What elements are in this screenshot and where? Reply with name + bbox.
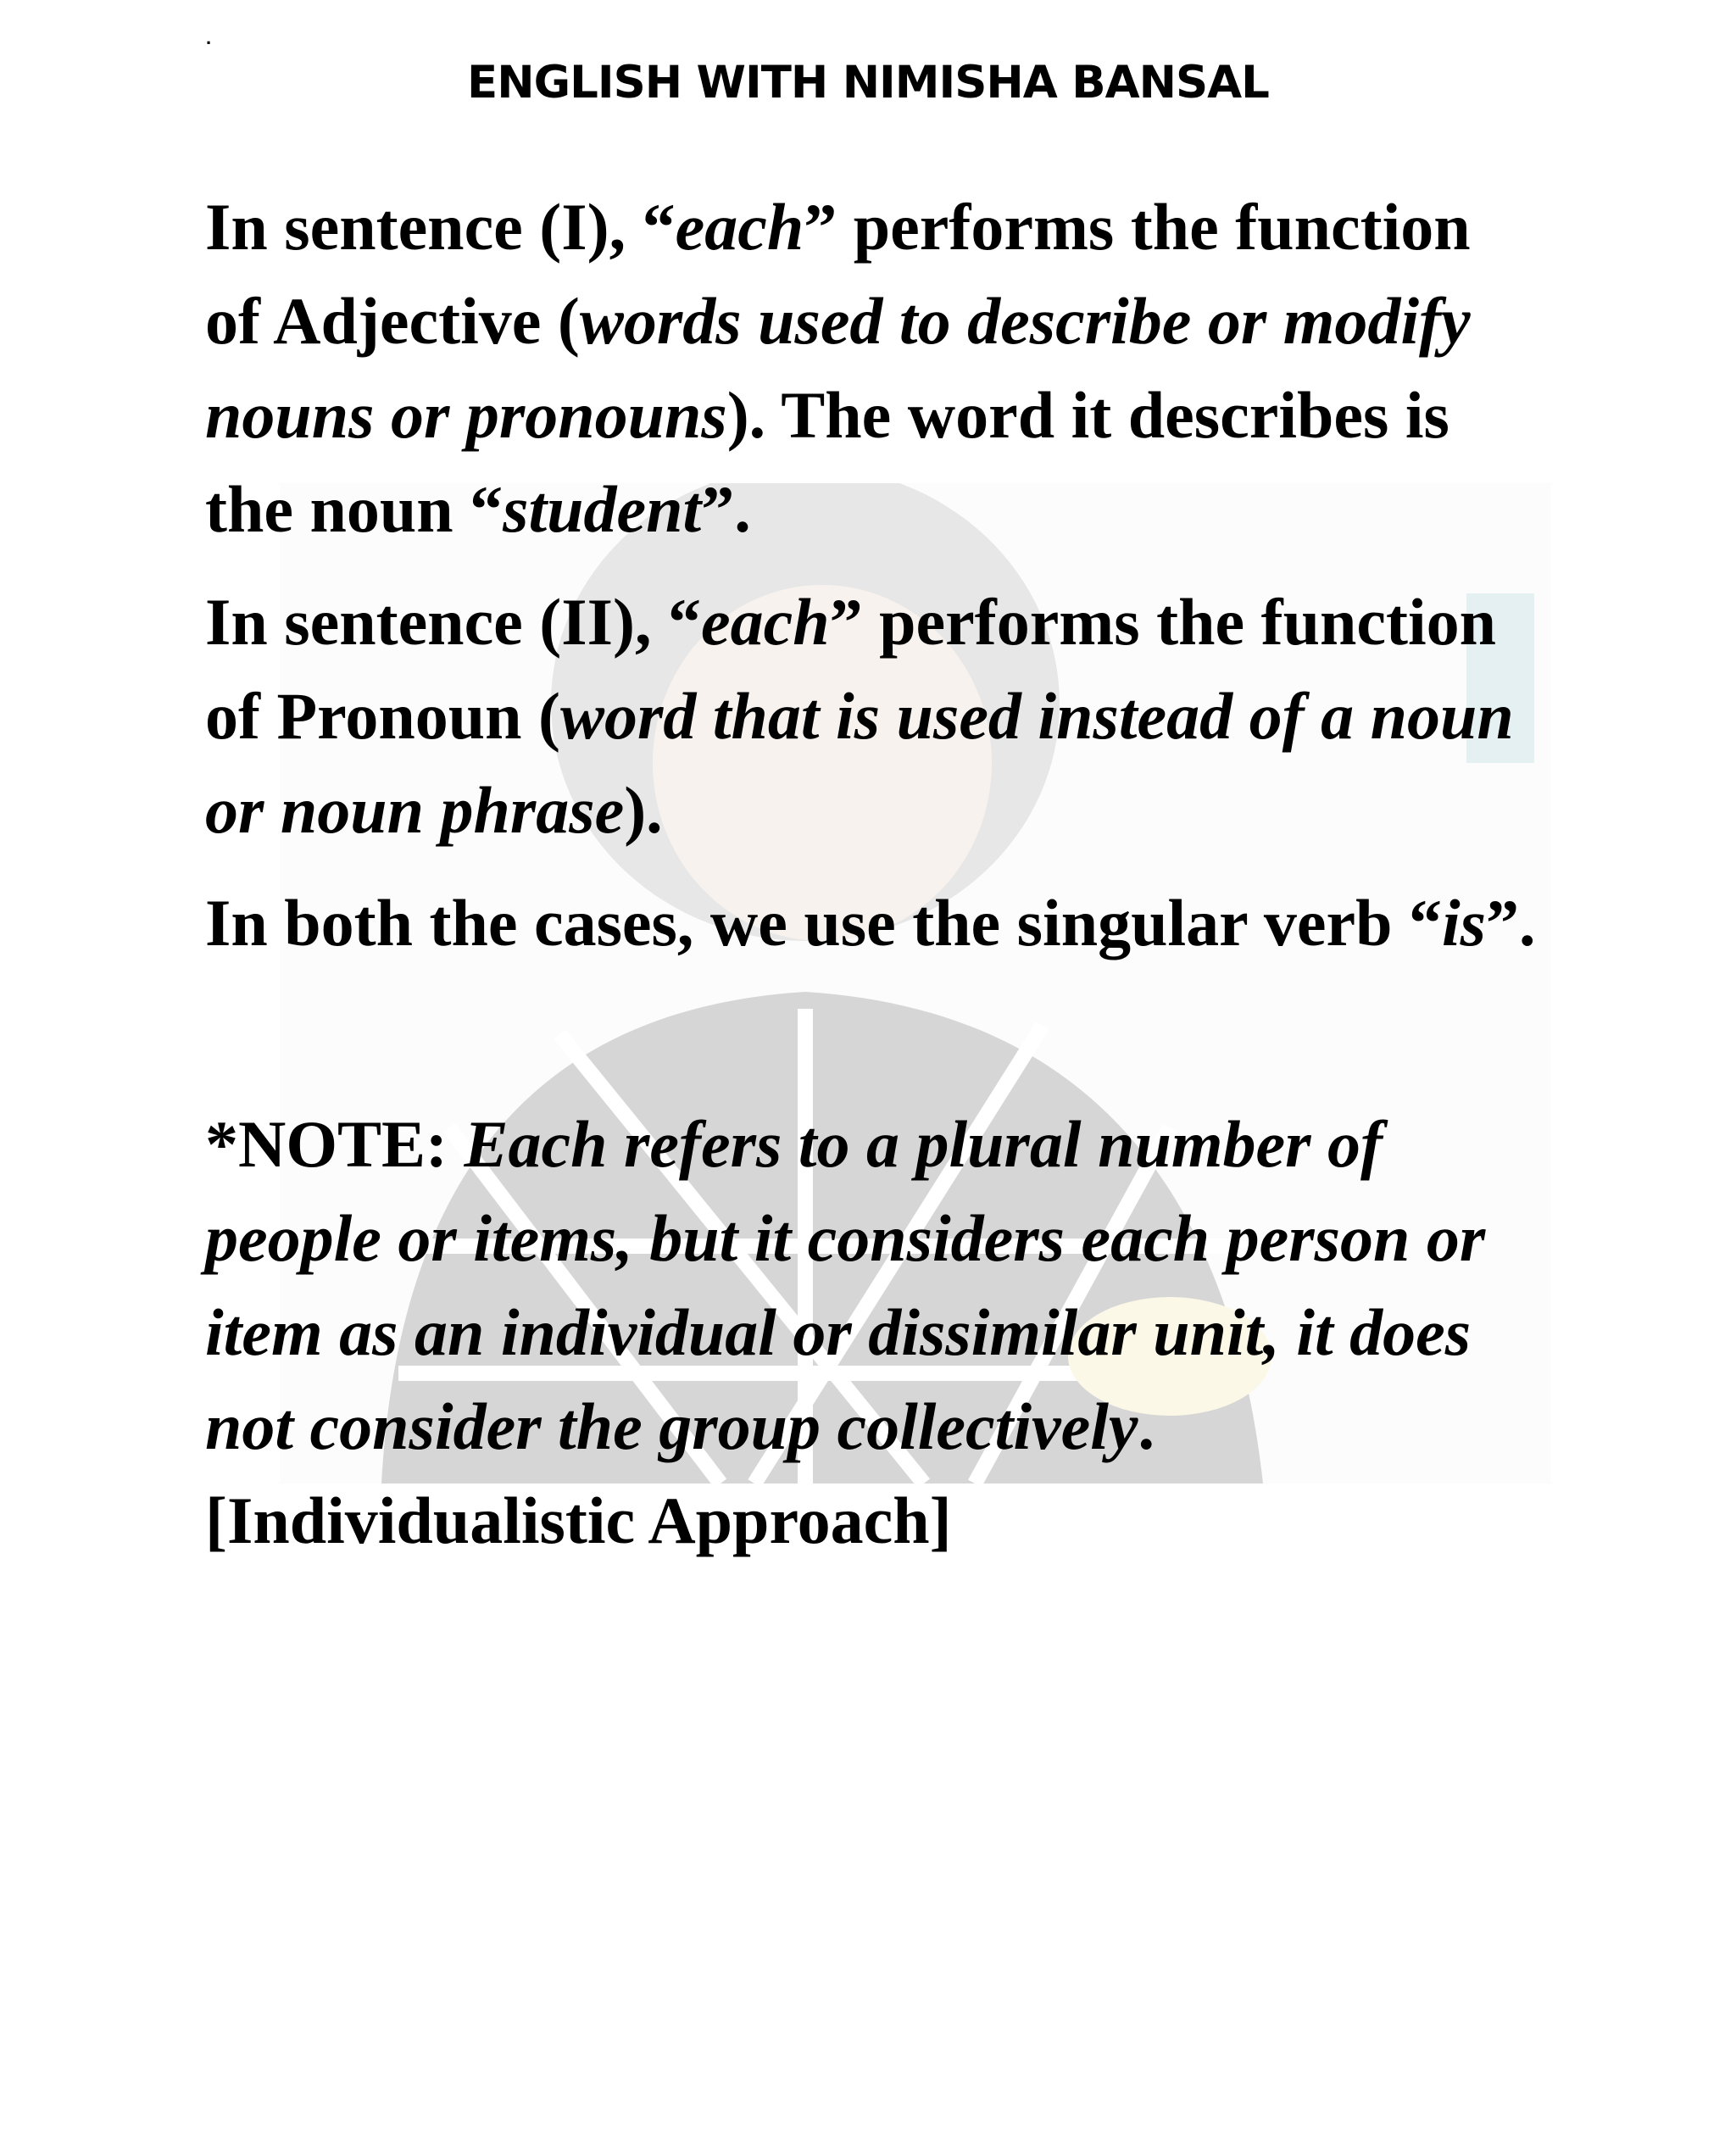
p1-text-1: In sentence (I), “ [205,190,676,264]
paragraph-singular-verb [205,876,1536,970]
p1-text-4: ”. [701,472,751,546]
p1-italic-adjective-definition: words used to describe or modify nouns or pronouns [205,284,1471,452]
page-header: ENGLISH WITH NIMISHA BANSAL [467,57,1269,109]
p3-italic-is: is [1441,886,1486,960]
note-label: *NOTE: [205,1107,465,1181]
page-dot-mark: . [206,27,212,48]
p2-italic-each: each [700,585,830,659]
note-period: . [1138,1389,1155,1463]
note-paragraph [205,1097,1536,1567]
p1-italic-student: student [503,472,702,546]
p2-text-3: ). [624,773,663,847]
document-body [205,180,1536,1567]
p1-italic-each: each [675,190,804,264]
p1-text-3: ). The word it describes is the noun “ [205,378,1449,546]
paragraph-sentence-two [205,575,1536,857]
p2-text-2: ” performs the function of Pronoun ( [205,585,1496,753]
p3-text-1: In both the cases, we use the singular verb “ [205,886,1442,960]
note-text: Each refers to a plural number of people or items, but it considers each person or item as an individual or dissimilar unit, it does not consider the group collectively [205,1107,1486,1463]
paragraph-sentence-one [205,180,1536,556]
p1-text-2: ” performs the function of Adjective ( [205,190,1471,358]
p2-text-1: In sentence (II), “ [205,585,701,659]
p2-italic-pronoun-definition: word that is used instead of a noun or noun phrase [205,679,1514,847]
p3-text-2: ”. [1486,886,1536,960]
note-approach: [Individualistic Approach] [205,1483,952,1557]
